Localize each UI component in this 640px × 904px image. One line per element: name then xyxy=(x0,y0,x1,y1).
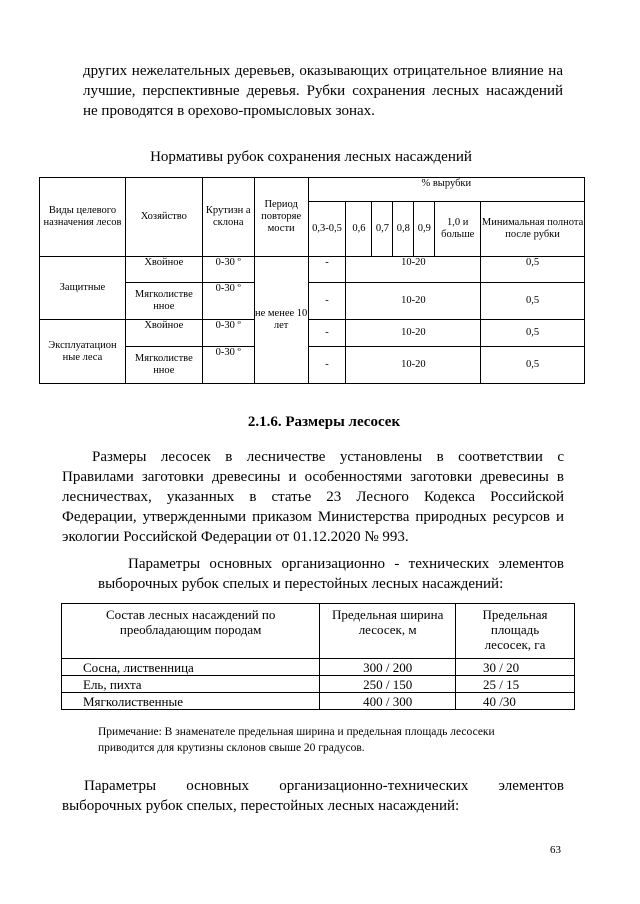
composition-cell: Сосна, лиственница xyxy=(62,659,320,676)
intro-line: не проводятся в орехово-промысловых зонах. xyxy=(83,103,375,119)
economy-cell: Хвойное xyxy=(125,320,202,347)
slope-cell: 0-30 º xyxy=(202,257,254,283)
cut-range-cell: 10-20 xyxy=(346,257,481,283)
note-line: приводится для крутизны склонов свыше 20 градусов. xyxy=(98,742,365,754)
header-width: Предельная ширина лесосек, м xyxy=(320,604,456,659)
table1-caption: Нормативы рубок сохранения лесных насаждений xyxy=(150,149,472,165)
cut-range-cell: 10-20 xyxy=(346,283,481,320)
page-number: 63 xyxy=(550,844,561,856)
width-cell: 400 / 300 xyxy=(320,693,456,710)
area-cell: 40 /30 xyxy=(456,693,575,710)
header-density: 0,7 xyxy=(372,202,393,257)
cut-range-cell: 10-20 xyxy=(346,347,481,384)
section-line: экологии Российской Федерации от 01.12.2020 № 993. xyxy=(62,529,409,545)
table2-caption-line: Параметры основных организационно - технических элементов xyxy=(128,556,564,572)
intro-line: других нежелательных деревьев, оказывающих отрицательное влияние на xyxy=(83,63,563,79)
cutting-norms-table xyxy=(39,177,585,384)
table2-caption xyxy=(98,554,564,594)
slope-cell: 0-30 º xyxy=(202,283,254,320)
header-density: 1,0 и больше xyxy=(435,202,481,257)
min-density-cell: 0,5 xyxy=(481,320,585,347)
intro-line: лучшие, перспективные деревья. Рубки сохранения лесных насаждений xyxy=(83,83,563,99)
cut-low-cell: - xyxy=(308,257,346,283)
min-density-cell: 0,5 xyxy=(481,283,585,320)
header-economy: Хозяйство xyxy=(125,178,202,257)
economy-cell: Мягколистве нное xyxy=(125,347,202,384)
header-cut-percent: % вырубки xyxy=(308,178,584,202)
min-density-cell: 0,5 xyxy=(481,257,585,283)
cut-low-cell: - xyxy=(308,347,346,384)
clearing-parameters-table xyxy=(61,603,575,710)
final-paragraph xyxy=(62,776,564,816)
section-line: лесничествах, указанных в статье 23 Лесного Кодекса Российской xyxy=(62,489,564,505)
final-line: выборочных рубок спелых, перестойных лесных насаждений: xyxy=(62,798,460,814)
section-line: Правилами заготовки древесины и особенностями заготовки древесины в xyxy=(62,469,564,485)
section-heading: 2.1.6. Размеры лесосек xyxy=(247,414,401,430)
economy-cell: Хвойное xyxy=(125,257,202,283)
final-line: Параметры основных организационно-технических элементов xyxy=(84,778,564,794)
slope-cell: 0-30 º xyxy=(202,347,254,384)
header-composition: Состав лесных насаждений по преобладающим породам xyxy=(62,604,320,659)
area-cell: 30 / 20 xyxy=(456,659,575,676)
header-density: 0,8 xyxy=(393,202,414,257)
area-cell: 25 / 15 xyxy=(456,676,575,693)
cut-low-cell: - xyxy=(308,283,346,320)
header-density: 0,9 xyxy=(414,202,435,257)
min-density-cell: 0,5 xyxy=(481,347,585,384)
slope-cell: 0-30 º xyxy=(202,320,254,347)
width-cell: 250 / 150 xyxy=(320,676,456,693)
economy-cell: Мягколистве нное xyxy=(125,283,202,320)
cut-low-cell: - xyxy=(308,320,346,347)
header-slope: Крутизн а склона xyxy=(202,178,254,257)
header-purpose: Виды целевого назначения лесов xyxy=(40,178,126,257)
width-cell: 300 / 200 xyxy=(320,659,456,676)
header-density: 0,6 xyxy=(346,202,372,257)
header-area: Предельная площадь лесосек, га xyxy=(456,604,575,659)
section-line: Размеры лесосек в лесничестве установлены в соответствии с xyxy=(92,449,564,465)
period-cell: не менее 10 лет xyxy=(254,257,308,384)
note-line: Примечание: В знаменателе предельная ширина и предельная площадь лесосеки xyxy=(98,726,495,738)
section-line: Федерации, утвержденными приказом Министерства природных ресурсов и xyxy=(62,509,564,525)
header-period: Период повторяе мости xyxy=(254,178,308,257)
composition-cell: Ель, пихта xyxy=(62,676,320,693)
composition-cell: Мягколиственные xyxy=(62,693,320,710)
purpose-cell: Эксплуатацион ные леса xyxy=(40,320,126,384)
purpose-cell: Защитные xyxy=(40,257,126,320)
section-paragraph xyxy=(62,447,564,547)
header-min-density: Минимальная полнота после рубки xyxy=(481,202,585,257)
header-density: 0,3-0,5 xyxy=(308,202,346,257)
intro-paragraph xyxy=(83,61,563,121)
table2-note xyxy=(98,724,578,756)
cut-range-cell: 10-20 xyxy=(346,320,481,347)
table2-caption-line: выборочных рубок спелых и перестойных лесных насаждений: xyxy=(98,576,504,592)
